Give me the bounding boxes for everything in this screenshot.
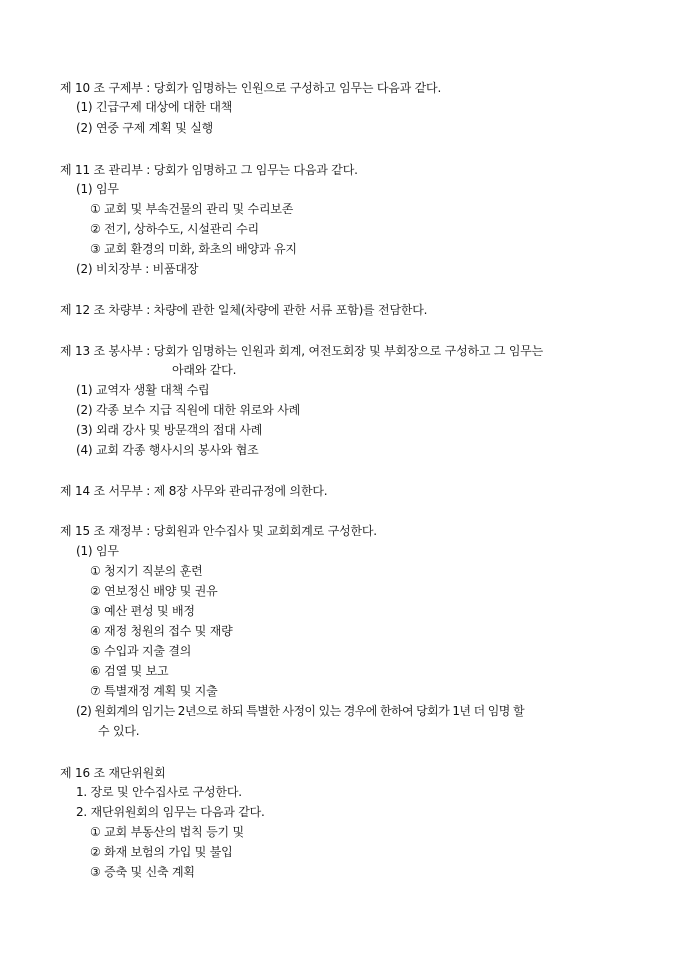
article-16-duty-3: ③ 증축 및 신축 계획 [90, 865, 195, 879]
article-15-duty-7: ⑦ 특별재정 계획 및 지출 [90, 684, 218, 698]
article-15-duty-5: ⑤ 수입과 지출 결의 [90, 644, 192, 658]
article-13-heading-continued: 아래와 같다. [172, 363, 237, 377]
article-13-heading: 제 13 조 봉사부 : 당회가 임명하는 인원과 회계, 여전도회장 및 부회장으로 구성하고 그 임무는 [60, 344, 544, 358]
article-13-item-1: (1) 교역자 생활 대책 수립 [76, 383, 210, 397]
article-15-duty-4: ④ 재정 청원의 접수 및 재량 [90, 624, 233, 638]
article-16-duty-1: ① 교회 부동산의 법칙 등기 및 [90, 825, 244, 839]
article-13-item-3: (3) 외래 강사 및 방문객의 접대 사례 [76, 423, 263, 437]
article-11-duty-2: ② 전기, 상하수도, 시설관리 수리 [90, 222, 259, 236]
article-15-duty-6: ⑥ 검열 및 보고 [90, 664, 169, 678]
article-16-item-1: 1. 장로 및 안수집사로 구성한다. [76, 785, 242, 799]
article-16-duty-2: ② 화재 보험의 가입 및 불입 [90, 845, 233, 859]
article-11-sub-2: (2) 비치장부 : 비품대장 [76, 262, 199, 276]
article-15-sub-1: (1) 임무 [76, 544, 119, 558]
article-16-heading: 제 16 조 재단위원회 [60, 766, 166, 780]
article-10-item-2: (2) 연중 구제 계획 및 실행 [76, 121, 213, 135]
article-16-item-2: 2. 재단위원회의 임무는 다음과 같다. [76, 805, 265, 819]
article-14-heading: 제 14 조 서무부 : 제 8장 사무와 관리규정에 의한다. [60, 484, 328, 498]
article-13-item-2: (2) 각종 보수 지급 직원에 대한 위로와 사례 [76, 403, 300, 417]
article-11-sub-1: (1) 임무 [76, 182, 119, 196]
article-10-item-1: (1) 긴급구제 대상에 대한 대책 [76, 100, 233, 114]
article-15-sub-2-continued: 수 있다. [98, 724, 140, 738]
article-11-heading: 제 11 조 관리부 : 당회가 임명하고 그 임무는 다음과 같다. [60, 163, 358, 177]
article-15-heading: 제 15 조 재정부 : 당회원과 안수집사 및 교회회계로 구성한다. [60, 524, 377, 538]
article-11-duty-3: ③ 교회 환경의 미화, 화초의 배양과 유지 [90, 242, 297, 256]
article-15-duty-1: ① 청지기 직분의 훈련 [90, 564, 203, 578]
article-15-sub-2: (2) 원회계의 임기는 2년으로 하되 특별한 사정이 있는 경우에 한하여 당회가 1년 더 임명 할 [76, 704, 525, 718]
article-15-duty-2: ② 연보정신 배양 및 권유 [90, 584, 218, 598]
article-10-heading: 제 10 조 구제부 : 당회가 임명하는 인원으로 구성하고 임무는 다음과 같다. [60, 81, 442, 95]
article-13-item-4: (4) 교회 각종 행사시의 봉사와 협조 [76, 443, 259, 457]
article-15-duty-3: ③ 예산 편성 및 배정 [90, 604, 195, 618]
article-12-heading: 제 12 조 차량부 : 차량에 관한 일체(차량에 관한 서류 포함)를 전담한다. [60, 303, 428, 317]
article-11-duty-1: ① 교회 및 부속건물의 관리 및 수리보존 [90, 202, 294, 216]
